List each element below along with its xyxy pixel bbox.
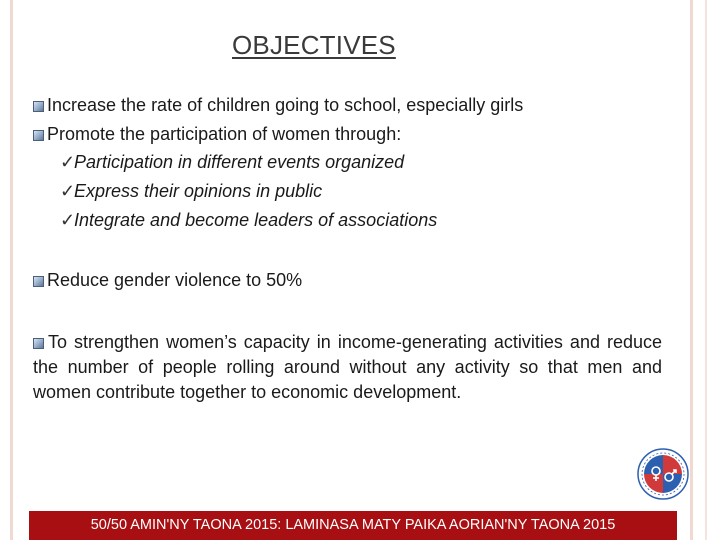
objective-item-4 [33, 330, 662, 405]
right-decorative-stripe-outer [705, 0, 707, 540]
gender-equality-logo-icon [634, 448, 692, 500]
objective-item-3 [33, 270, 302, 291]
sub-item-3 [60, 210, 437, 231]
bullet-icon [33, 276, 44, 287]
slide-title: OBJECTIVES [232, 30, 396, 60]
bullet-icon [33, 101, 44, 112]
objective-text: Increase the rate of children going to school, especially girls [47, 95, 524, 115]
checkmark-icon: ✓ [60, 181, 76, 201]
checkmark-icon: ✓ [60, 152, 76, 172]
sub-item-text: Express their opinions in public [74, 181, 323, 201]
bullet-icon [33, 130, 44, 141]
sub-item-2 [60, 181, 322, 202]
objective-item-1 [33, 95, 523, 116]
left-decorative-stripe [10, 0, 13, 540]
objective-text: To strengthen women’s capacity in income-generating activities and reduce the number of people rolling around without any activity so that men and women contribute together to economic development. [33, 332, 662, 402]
bullet-icon [33, 338, 44, 349]
objective-item-2 [33, 124, 401, 145]
sub-item-1 [60, 152, 404, 173]
objective-text: Promote the participation of women through: [47, 124, 402, 144]
sub-item-text: Integrate and become leaders of associations [74, 210, 438, 230]
sub-item-text: Participation in different events organized [74, 152, 405, 172]
checkmark-icon: ✓ [60, 210, 76, 230]
objective-text: Reduce gender violence to 50% [47, 270, 303, 290]
footer-banner: 50/50 AMIN'NY TAONA 2015: LAMINASA MATY PAIKA AORIAN'NY TAONA 2015 [29, 511, 677, 540]
